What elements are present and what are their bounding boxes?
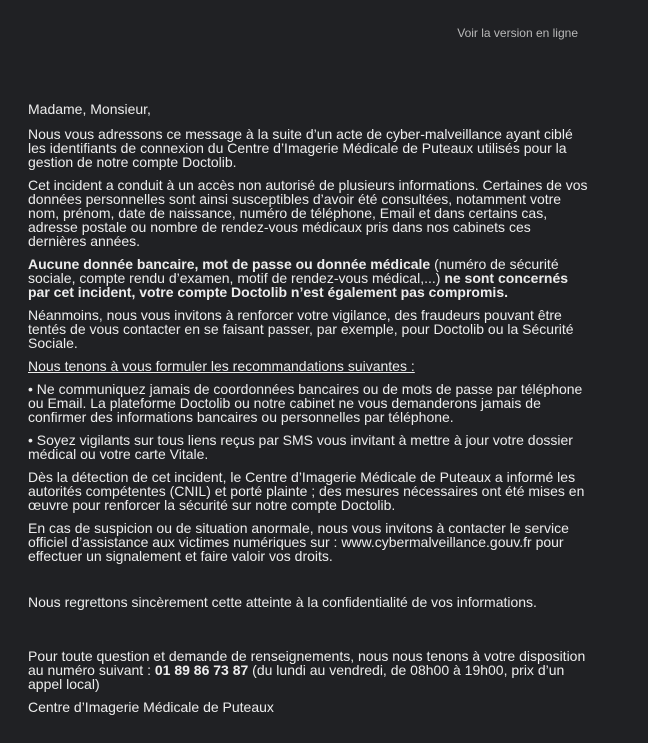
paragraph-vigilance: Néanmoins, nous vous invitons à renforcer votre vigilance, des fraudeurs pouvant être tentés de vous contacter en se faisant passer, par exemple, pour Doctolib ou la Sécurité Sociale. [28,307,574,351]
recommendations-heading: Nous tenons à vous formuler les recommandations suivantes : [28,358,415,374]
spacer [28,618,588,649]
spacer [28,572,588,595]
paragraph-regrets: Nous regrettons sincèrement cette atteinte à la confidentialité de vos informations. [28,594,537,610]
paragraph-incident: Cet incident a conduit à un accès non autorisé de plusieurs informations. Certaines de vos données personnelles sont ainsi susceptibles d’avoir été consultées, notamment votre nom, prénom, date de naissance, numéro de téléphone, Email et dans certains cas, adresse postale ou nombre de rendez-vous médicaux pris dans nos cabinets ces dernières années. [28,177,588,249]
paragraph-assistance: En cas de suspicion ou de situation anormale, nous vous invitons à contacter le service officiel d’assistance aux victimes numériques sur : www.cybermalveillance.gouv.fr pour effectuer un signalement et faire valoir vos droits. [28,520,569,564]
phone-number: 01 89 86 73 87 [154,662,249,678]
contact-hours: (du lundi au vendredi, de 08h00 à 19h00, prix d’un appel local) [28,662,565,692]
paragraph-authorities: Dès la détection de cet incident, le Centre d’Imagerie Médicale de Puteaux a informé les autorités compétentes (CNIL) et porté plainte ; des mesures nécessaires ont été mises en œuvre pour renforcer la sécurité sur notre compte Doctolib. [28,469,585,513]
bold-no-banking-data: Aucune donnée bancaire, mot de passe ou donnée médicale [28,256,431,272]
paragraph-intro: Nous vous adressons ce message à la suite d’un acte de cyber-malveillance ayant ciblé les identifiants de connexion du Centre d’Imagerie Médicale de Puteaux utilisés pour la gestion de notre compte Doctolib. [28,126,573,170]
recommendation-bullet-1: • Ne communiquez jamais de coordonnées bancaires ou de mots de passe par téléphone ou Email. La plateforme Doctolib ou notre cabinet ne vous demanderons jamais de confirmer des informations bancaires ou personnelles par téléphone. [28,381,583,425]
bold-not-concerned: ne sont concernés par cet incident, votre compte Doctolib n’est également pas compromis. [28,270,569,300]
paragraph-contact [28,649,588,691]
greeting: Madame, Monsieur, [28,101,151,117]
contact-intro: Pour toute question et demande de renseignements, nous nous tenons à votre disposition au numéro suivant : [28,648,586,678]
view-online-link[interactable]: Voir la version en ligne [457,26,578,40]
email-body [28,102,588,723]
recommendation-bullet-2: • Soyez vigilants sur tous liens reçus par SMS vous invitant à mettre à jour votre dossier médical ou votre carte Vitale. [28,432,573,462]
text-examples: (numéro de sécurité sociale, compte rendu d’examen, motif de rendez-vous médical,...) [28,256,559,286]
paragraph-no-banking-data [28,257,588,299]
signature: Centre d’Imagerie Médicale de Puteaux [28,699,274,715]
